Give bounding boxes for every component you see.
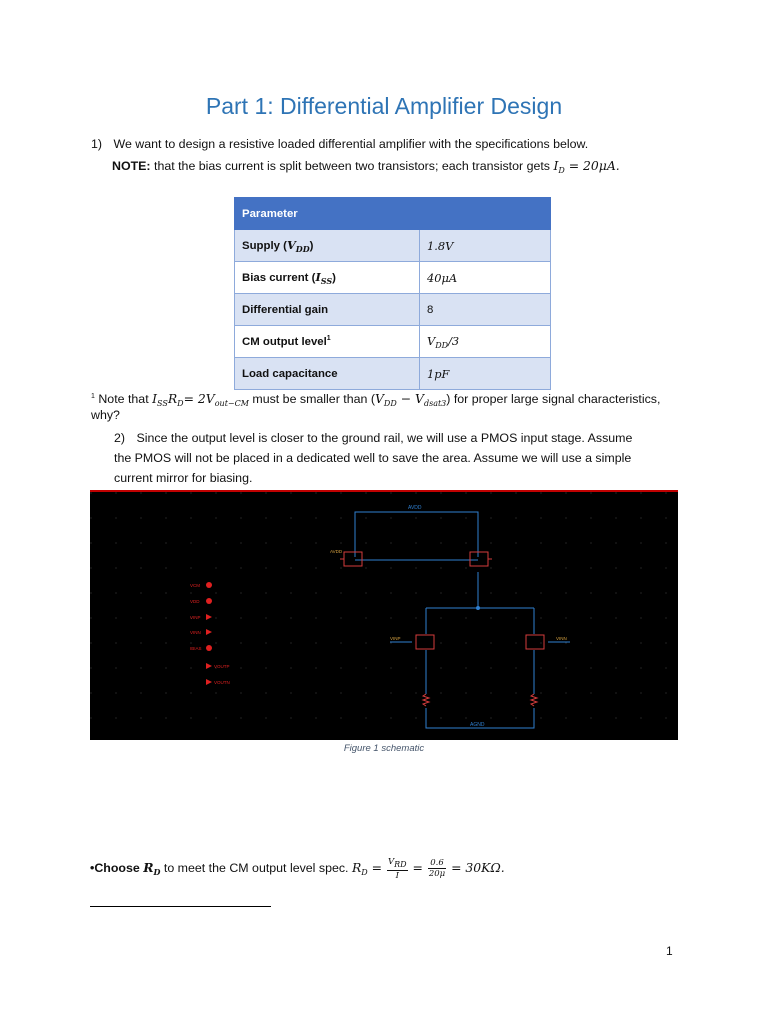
spec-header-cell: Parameter (235, 198, 551, 230)
question-1-note (112, 156, 620, 181)
page-title: Part 1: Differential Amplifier Design (205, 93, 563, 119)
question-2-line2: the PMOS will not be placed in a dedicated well to save the area. Assume we will use a simple (114, 451, 632, 465)
svg-text:VOUTP: VOUTP (214, 664, 230, 669)
footnote-remark-line2: why? (91, 408, 120, 422)
param-cell: CM output level$^1$ (235, 326, 420, 358)
fraction-values: $\frac{0.6}{20\mu}$ (428, 858, 446, 880)
choose-rd-line: •Choose $R_D$ to meet the CM output level spec. $R_D$ = $\frac{V_{RD}}{I}$ = $\frac{0.6}{20\mu}$ = 30KΩ. (90, 856, 505, 881)
spec-table (234, 197, 551, 390)
note-sub: D (558, 166, 565, 175)
value-cell: 40μA (420, 262, 551, 294)
vinp-label: VINP (390, 636, 401, 641)
svg-text:VDD: VDD (190, 599, 200, 604)
value-cell: 8 (420, 294, 551, 326)
svg-text:VOUTN: VOUTN (214, 680, 230, 685)
table-row (235, 262, 551, 294)
note-text: that the bias current is split between two transistors; each transistor gets (154, 159, 550, 173)
table-row (235, 294, 551, 326)
table-row (235, 358, 551, 390)
footnote-ref: 1 (326, 335, 331, 342)
device-label-m1: AVDD (330, 549, 343, 554)
question-1-number: 1) (91, 137, 103, 151)
footnote-remark: $^1$ Note that $I_{SS}R_D= 2V_{out-CM}$ must be smaller than $(V_{DD} - V_{dsat3})$ for proper large signal characteristics, (91, 391, 661, 408)
schematic-drawing (90, 492, 678, 740)
param-cell: Supply $(V_{DD})$ (235, 230, 420, 262)
note-var: I (553, 158, 559, 173)
figure-caption: Figure 1 schematic (343, 743, 425, 754)
svg-text:IBIAS: IBIAS (190, 646, 202, 651)
net-label-bottom: AGND (470, 722, 485, 728)
fraction-vrd-over-i: $\frac{V_{RD}}{I}$ (387, 856, 407, 881)
param-cell: Differential gain (235, 294, 420, 326)
svg-text:VCM: VCM (190, 583, 200, 588)
question-1 (91, 134, 588, 154)
table-row (235, 230, 551, 262)
note-value: = 20μA. (564, 158, 620, 173)
note-label: NOTE: (112, 159, 151, 173)
value-cell: $V_{DD}/3$ (420, 326, 551, 358)
junction-dot (476, 606, 480, 610)
param-cell: Bias current $(I_{SS})$ (235, 262, 420, 294)
value-cell: 1pF (420, 358, 551, 390)
svg-text:VINN: VINN (190, 630, 201, 635)
table-row (235, 326, 551, 358)
question-2-line3: current mirror for biasing. (114, 471, 253, 485)
vinn-label: VINN (556, 636, 567, 641)
grid-background (90, 492, 678, 740)
question-2-number: 2) (114, 431, 126, 445)
page-number: 1 (666, 944, 673, 958)
value-cell: 1.8V (420, 230, 551, 262)
net-label-top: AVDD (408, 505, 422, 511)
footnote-separator (90, 906, 271, 907)
question-2 (114, 428, 632, 448)
question-1-text: We want to design a resistive loaded differential amplifier with the specifications below. (113, 137, 589, 151)
schematic-figure (90, 490, 678, 740)
spec-table-header (235, 198, 551, 230)
svg-text:VINP: VINP (190, 615, 201, 620)
param-cell: Load capacitance (235, 358, 420, 390)
question-2-line1: Since the output level is closer to the ground rail, we will use a PMOS input stage. Assume (136, 431, 633, 445)
